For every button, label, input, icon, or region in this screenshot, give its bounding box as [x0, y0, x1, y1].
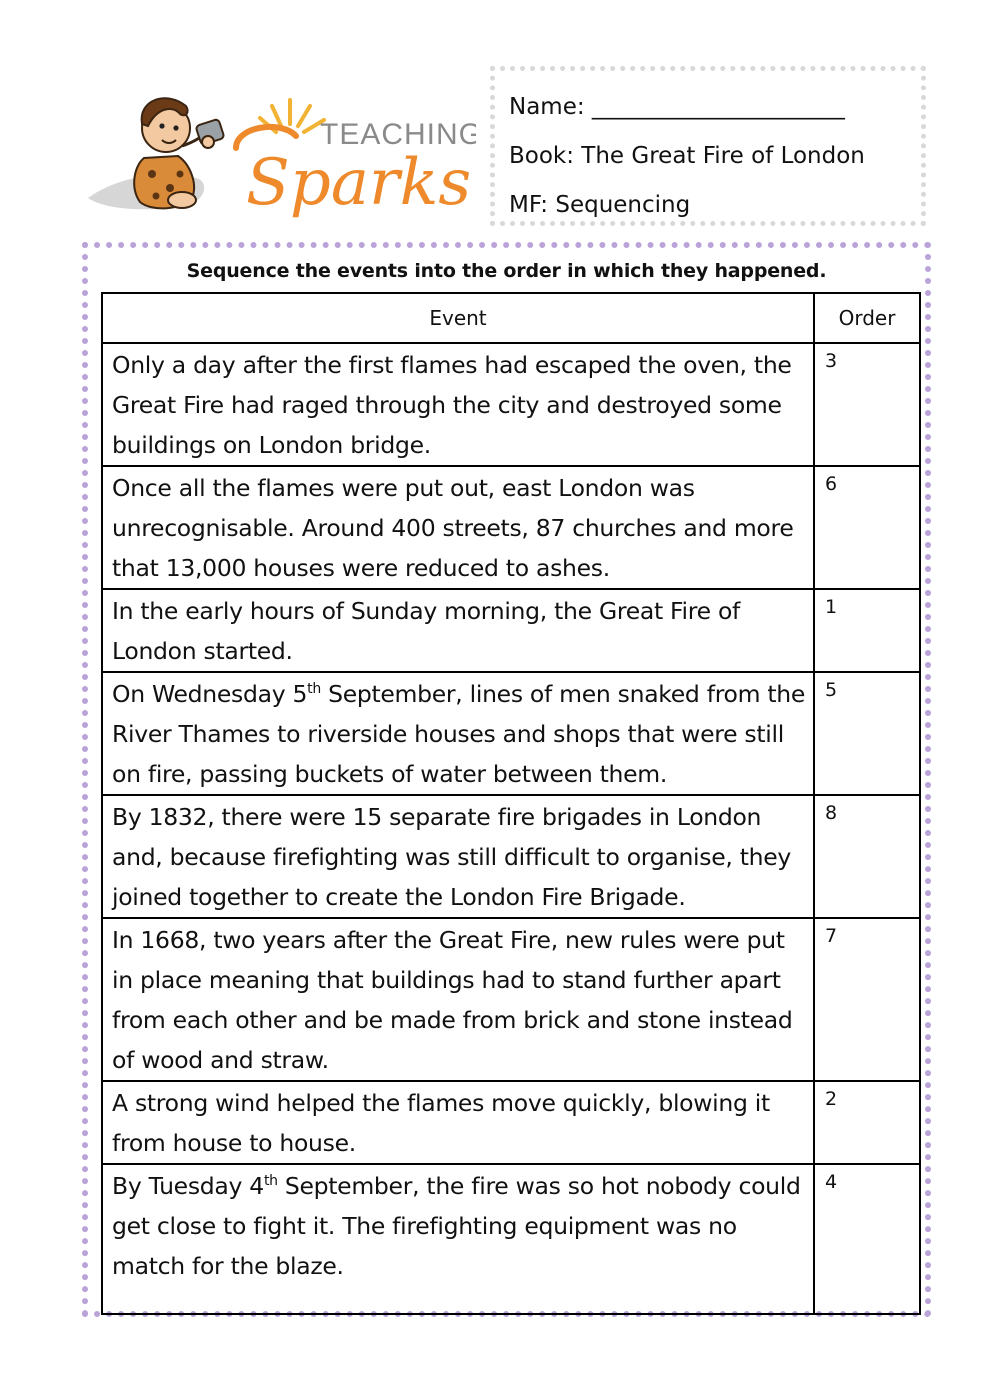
order-cell[interactable]: 2 — [814, 1081, 920, 1164]
event-cell: In 1668, two years after the Great Fire, new rules were put in place meaning that buildings had to stand further apart from each other and be made from brick and stone instead of wood and straw. — [102, 918, 814, 1081]
event-cell: Only a day after the first flames had escaped the oven, the Great Fire had raged through the city and destroyed some buildings on London bridge. — [102, 343, 814, 466]
caveman-mascot-icon — [86, 70, 476, 220]
instruction-heading: Sequence the events into the order in which they happened. — [186, 260, 827, 282]
sequence-table — [101, 292, 921, 1315]
event-text: On Wednesday 5 — [112, 680, 308, 708]
table-row — [102, 795, 920, 918]
order-cell[interactable]: 5 — [814, 672, 920, 795]
event-text: September, lines of men snaked from the River Thames to riverside houses and shops that were still on fire, passing buckets of water between them. — [112, 680, 806, 788]
event-cell: A strong wind helped the flames move quickly, blowing it from house to house. — [102, 1081, 814, 1164]
worksheet-frame — [82, 242, 931, 1317]
logo-teaching-text: TEACHING — [320, 118, 476, 151]
ordinal-suffix: th — [307, 681, 321, 697]
ordinal-suffix: th — [263, 1173, 278, 1189]
book-line: Book: The Great Fire of London — [509, 143, 865, 169]
order-cell[interactable]: 3 — [814, 343, 920, 466]
name-line: Name: ______________________ — [509, 94, 845, 120]
table-row — [102, 918, 920, 1081]
table-header-row — [102, 293, 920, 343]
event-cell — [102, 1164, 814, 1314]
teaching-sparks-logo — [86, 70, 476, 220]
table-row — [102, 343, 920, 466]
event-cell — [102, 672, 814, 795]
order-cell[interactable]: 7 — [814, 918, 920, 1081]
event-text: September, the fire was so hot nobody could get close to fight it. The firefighting equipment was no match for the blaze. — [112, 1172, 801, 1280]
mf-line: MF: Sequencing — [509, 192, 691, 218]
logo-sparks-text: Sparks — [246, 146, 472, 220]
table-row — [102, 1164, 920, 1314]
order-column-header: Order — [814, 293, 920, 343]
order-cell[interactable]: 4 — [814, 1164, 920, 1314]
table-row — [102, 589, 920, 672]
order-cell[interactable]: 1 — [814, 589, 920, 672]
table-row — [102, 1081, 920, 1164]
event-cell: By 1832, there were 15 separate fire brigades in London and, because firefighting was still difficult to organise, they joined together to create the London Fire Brigade. — [102, 795, 814, 918]
event-cell: Once all the flames were put out, east London was unrecognisable. Around 400 streets, 87 churches and more that 13,000 houses were reduced to ashes. — [102, 466, 814, 589]
order-cell[interactable]: 8 — [814, 795, 920, 918]
event-cell: In the early hours of Sunday morning, the Great Fire of London started. — [102, 589, 814, 672]
table-row — [102, 672, 920, 795]
table-row — [102, 466, 920, 589]
order-cell[interactable]: 6 — [814, 466, 920, 589]
event-column-header: Event — [102, 293, 814, 343]
student-info-box — [490, 66, 926, 226]
event-text: By Tuesday 4 — [112, 1172, 264, 1200]
